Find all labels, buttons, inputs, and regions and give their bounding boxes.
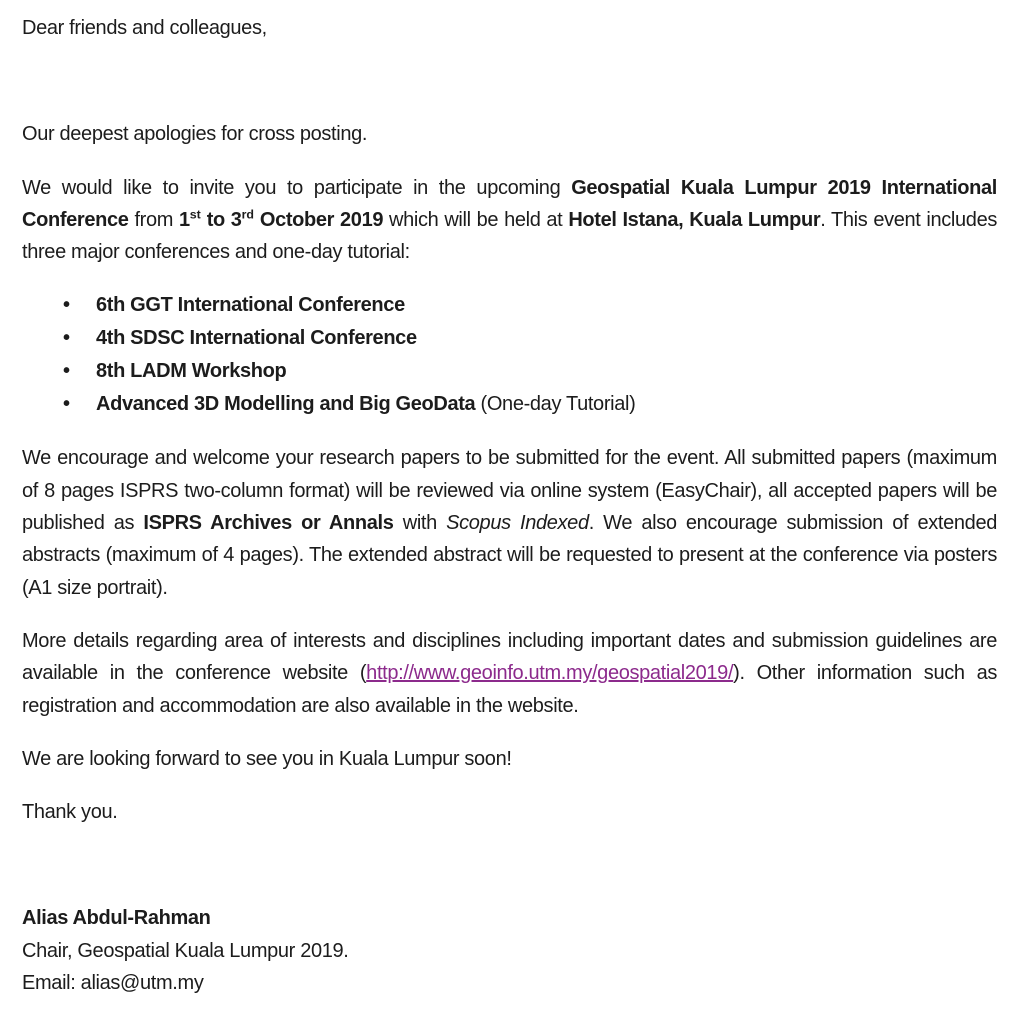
blank-line xyxy=(22,65,997,118)
bullet-item xyxy=(22,289,997,322)
details-paragraph xyxy=(22,625,997,722)
date-bold: 1st to 3rd October 2019 xyxy=(178,207,384,231)
bullet-bold-text: Advanced 3D Modelling and Big GeoData xyxy=(96,393,476,416)
text-segment: More details regarding area of interests and disciplines including important dates and submission guidelines are available in the conference website ( xyxy=(22,629,997,685)
ordinal-superscript: rd xyxy=(241,207,254,222)
conference-name-bold: Geospatial Kuala Lumpur 2019 International Conference xyxy=(22,176,997,231)
venue-bold: Hotel Istana, Kuala Lumpur xyxy=(568,208,821,231)
text-segment: from xyxy=(128,208,179,231)
bullet-icon: • xyxy=(63,393,70,416)
text-segment: ). Other information such as registration and accommodation are also available in the website. xyxy=(22,662,997,717)
signature-email: Email: alias@utm.my xyxy=(22,972,204,995)
text-segment: . We also encourage submission of extended abstracts (maximum of 4 pages). The extended abstract will be requested to present at the conference via posters (A1 size portrait). xyxy=(22,512,997,599)
apology-line: Our deepest apologies for cross posting. xyxy=(22,123,368,146)
isprs-bold: ISPRS Archives or Annals xyxy=(143,512,394,535)
invite-paragraph xyxy=(22,172,997,269)
bullet-bold-text: 4th SDSC International Conference xyxy=(96,327,417,350)
thanks-line: Thank you. xyxy=(22,801,118,824)
bullet-item xyxy=(22,322,997,355)
bullet-normal-text: (One-day Tutorial) xyxy=(475,393,636,416)
bullet-bold-text: 8th LADM Workshop xyxy=(96,360,287,383)
bullet-icon: • xyxy=(63,327,70,350)
bullet-icon: • xyxy=(63,294,70,317)
bullet-item xyxy=(22,388,997,421)
text-segment: . This event includes three major conferences and one-day tutorial: xyxy=(22,208,997,264)
blank-line xyxy=(22,849,997,902)
closing-line: We are looking forward to see you in Kuala Lumpur soon! xyxy=(22,747,512,770)
signature-block xyxy=(22,902,997,999)
bullet-bold-text: 6th GGT International Conference xyxy=(96,294,405,317)
salutation: Dear friends and colleagues, xyxy=(22,17,267,39)
text-segment: We encourage and welcome your research papers to be submitted for the event. All submitted papers (maximum of 8 pages ISPRS two-column format) will be reviewed via online system (EasyChair), all accepted papers will be published as xyxy=(22,447,997,535)
bullet-icon: • xyxy=(63,360,70,383)
signature-name: Alias Abdul-Rahman xyxy=(22,907,211,930)
papers-paragraph xyxy=(22,442,997,603)
text-segment: with xyxy=(393,512,447,535)
ordinal-superscript: st xyxy=(189,207,201,222)
bullet-item xyxy=(22,355,997,388)
conference-website-link[interactable]: http://www.geoinfo.utm.my/geospatial2019/ xyxy=(366,662,734,685)
signature-role: Chair, Geospatial Kuala Lumpur 2019. xyxy=(22,939,349,962)
conference-bullet-list xyxy=(22,289,997,421)
text-segment: which will be held at xyxy=(383,208,569,231)
text-segment: We would like to invite you to participate in the upcoming xyxy=(22,176,572,199)
scopus-italic: Scopus Indexed xyxy=(446,512,589,535)
